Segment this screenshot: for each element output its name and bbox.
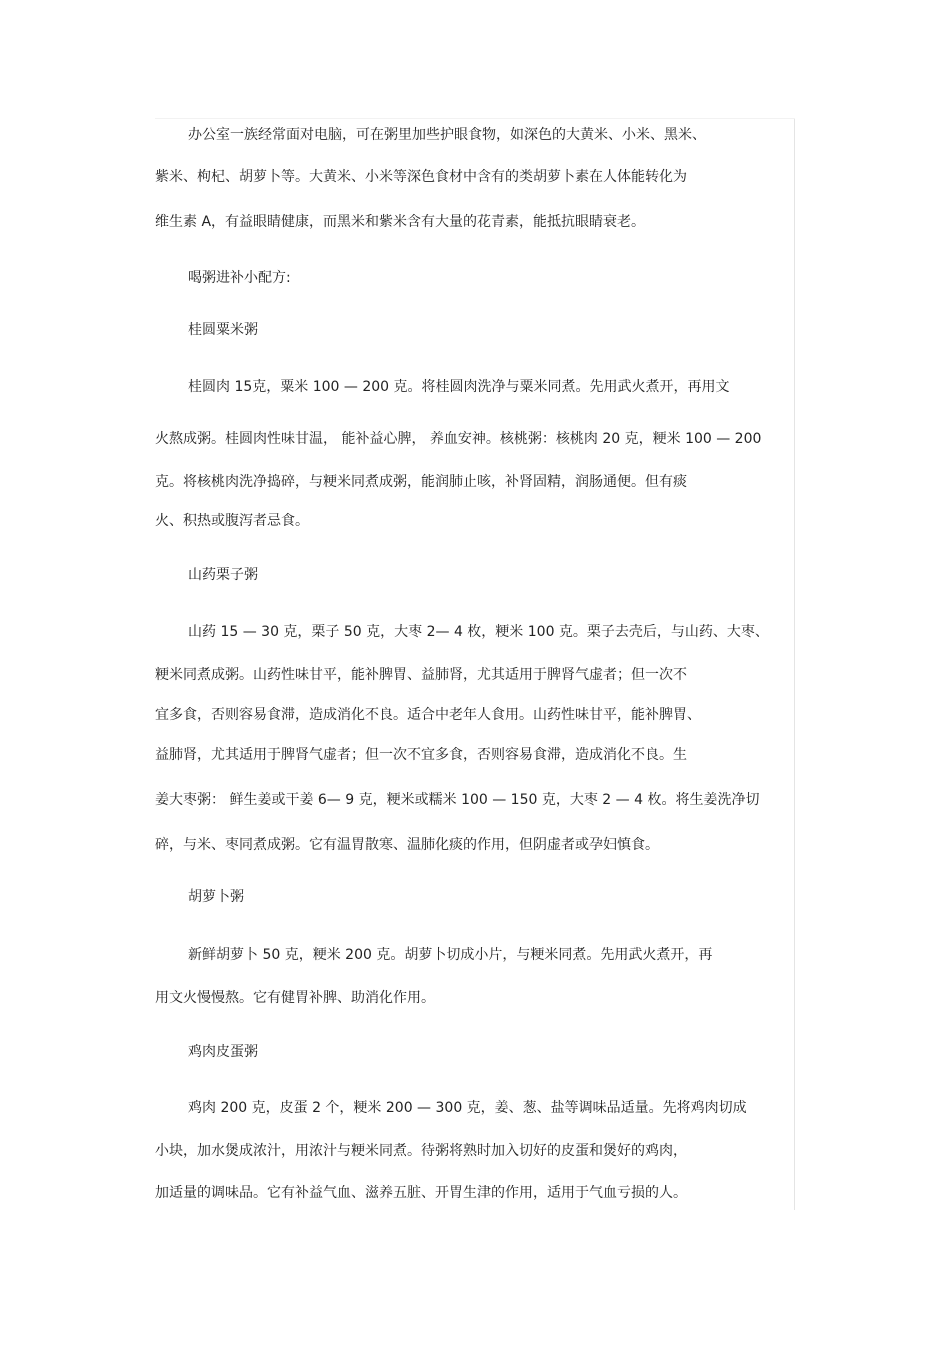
- text-line-jirou-3: 加适量的调味品。它有补益气血、滋养五脏、开胃生津的作用，适用于气血亏损的人。: [155, 1185, 687, 1201]
- recipe-title-guiyuan: 桂圆粟米粥: [188, 322, 258, 338]
- text-line-huluobo-2: 用文火慢慢熬。它有健胃补脾、助消化作用。: [155, 990, 435, 1006]
- text-line-guiyuan-1: 桂圆肉 15克，粟米 100 — 200 克。将桂圆肉洗净与粟米同煮。先用武火煮开，再用文: [188, 379, 730, 395]
- text-line-jirou-1: 鸡肉 200 克，皮蛋 2 个，粳米 200 — 300 克，姜、葱、盐等调味品适量。先将鸡肉切成: [188, 1100, 747, 1116]
- text-line-huluobo-1: 新鲜胡萝卜 50 克，粳米 200 克。胡萝卜切成小片，与粳米同煮。先用武火煮开，再: [188, 947, 713, 963]
- text-line-shanyao-5: 姜大枣粥： 鲜生姜或干姜 6— 9 克，粳米或糯米 100 — 150 克，大枣 2 — 4 枚。将生姜洗净切: [155, 792, 760, 808]
- text-line-shanyao-4: 益肺肾，尤其适用于脾肾气虚者；但一次不宜多食，否则容易食滞，造成消化不良。生: [155, 747, 687, 763]
- text-line-shanyao-3: 宜多食，否则容易食滞，造成消化不良。适合中老年人食用。山药性味甘平，能补脾胃、: [155, 707, 701, 723]
- text-line-guiyuan-2: 火熬成粥。桂圆肉性味甘温， 能补益心脾， 养血安神。核桃粥：核桃肉 20 克，粳米 100 — 200: [155, 431, 762, 447]
- section-heading-recipes: 喝粥进补小配方:: [188, 270, 291, 286]
- recipe-title-shanyao: 山药栗子粥: [188, 567, 258, 583]
- top-rule: [155, 118, 795, 119]
- text-line-intro-1: 办公室一族经常面对电脑，可在粥里加些护眼食物，如深色的大黄米、小米、黑米、: [188, 127, 706, 143]
- text-line-intro-2: 紫米、枸杞、胡萝卜等。大黄米、小米等深色食材中含有的类胡萝卜素在人体能转化为: [155, 169, 687, 185]
- text-line-shanyao-1: 山药 15 — 30 克，栗子 50 克，大枣 2— 4 枚，粳米 100 克。栗子去壳后，与山药、大枣、: [188, 624, 769, 640]
- recipe-title-jirou: 鸡肉皮蛋粥: [188, 1044, 258, 1060]
- recipe-title-huluobo: 胡萝卜粥: [188, 889, 244, 905]
- text-line-shanyao-6: 碎，与米、枣同煮成粥。它有温胃散寒、温肺化痰的作用，但阴虚者或孕妇慎食。: [155, 837, 659, 853]
- text-line-guiyuan-4: 火、积热或腹泻者忌食。: [155, 513, 309, 529]
- page-border: [794, 118, 795, 1210]
- text-line-shanyao-2: 粳米同煮成粥。山药性味甘平，能补脾胃、益肺肾，尤其适用于脾肾气虚者；但一次不: [155, 667, 687, 683]
- text-line-jirou-2: 小块，加水煲成浓汁，用浓汁与粳米同煮。待粥将熟时加入切好的皮蛋和煲好的鸡肉，: [155, 1143, 687, 1159]
- text-line-guiyuan-3: 克。将核桃肉洗净捣碎，与粳米同煮成粥，能润肺止咳，补肾固精，润肠通便。但有痰: [155, 474, 687, 490]
- text-line-intro-3: 维生素 A，有益眼睛健康，而黑米和紫米含有大量的花青素，能抵抗眼睛衰老。: [155, 214, 646, 230]
